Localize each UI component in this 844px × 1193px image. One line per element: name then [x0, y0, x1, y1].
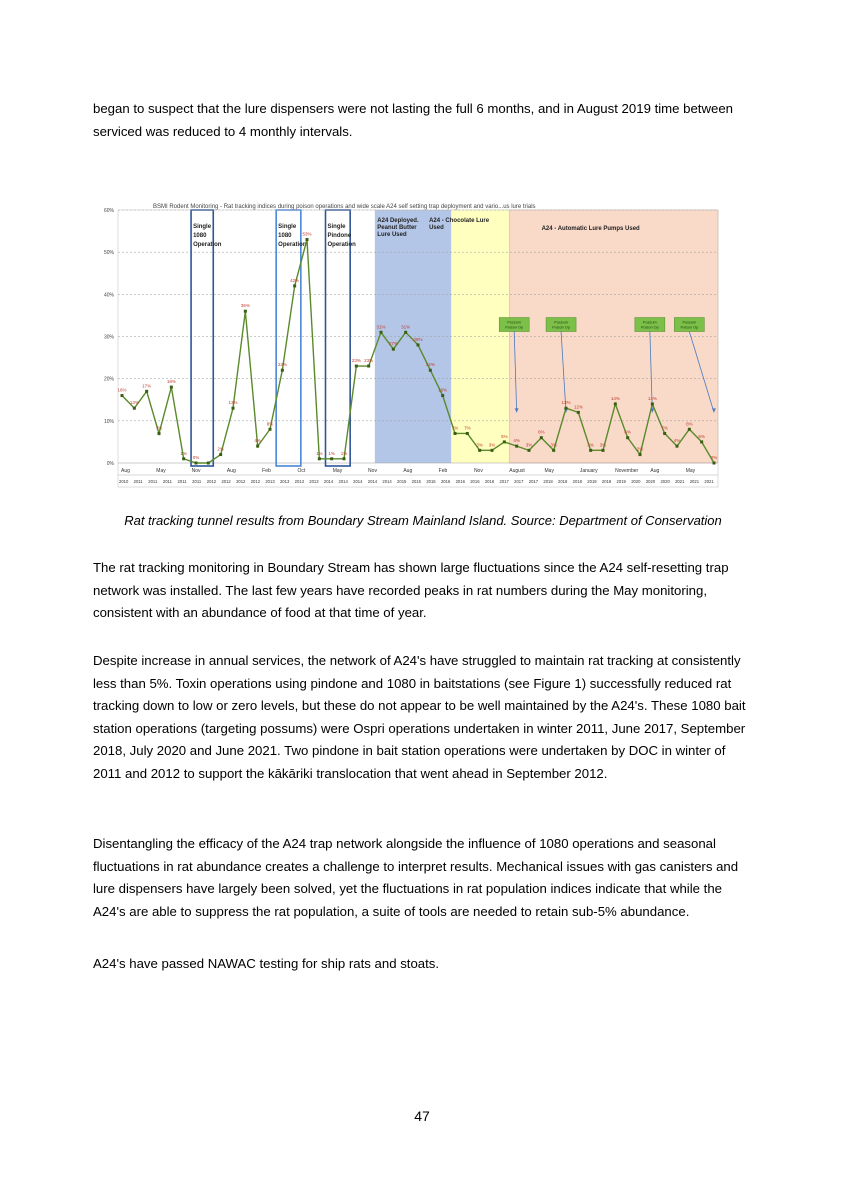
data-point — [577, 411, 580, 414]
data-point — [503, 440, 506, 443]
data-point — [688, 428, 691, 431]
x-year-label: 2013 — [309, 479, 319, 484]
operation-box-label: Single — [327, 224, 346, 230]
x-month-label: Aug — [403, 468, 413, 474]
data-label: 13% — [129, 400, 139, 406]
figure-caption: Rat tracking tunnel results from Boundary Stream Mainland Island. Source: Department of Conservation — [124, 513, 722, 528]
data-point — [515, 445, 518, 448]
data-label: 13% — [561, 400, 571, 406]
x-month-label: May — [156, 468, 166, 474]
data-label: 3% — [599, 442, 607, 448]
x-year-label: 2013 — [265, 479, 275, 484]
data-point — [306, 238, 309, 241]
paragraph-1: The rat tracking monitoring in Boundary Stream has shown large fluctuations since the A24 self-resetting trap network was installed. The last few years have recorded peaks in rat numbers during the May monitoring, consistent with an abundance of food at that time of year. — [93, 560, 729, 620]
operation-box-label: Single — [193, 224, 212, 230]
region-label: Lure Used — [377, 232, 407, 238]
data-point — [232, 407, 235, 410]
data-point — [133, 407, 136, 410]
possum-op-label: Poison Op — [505, 325, 524, 330]
data-label: 7% — [451, 425, 459, 431]
data-point — [429, 369, 432, 372]
x-year-label: 2014 — [382, 479, 392, 484]
data-label: 0% — [710, 455, 718, 460]
paragraph-3: Disentangling the efficacy of the A24 trap network alongside the influence of 1080 operations and seasonal fluctuations in rat abundance creates a challenge to interpret results. Mechanical issues with gas canisters and lure dispensers have largely been solved, yet the fluctuations in rat population indices indicate that while the A24's are able to suppress the rat population, a suite of tools are needed to retain sub-5% abundance. — [93, 836, 739, 919]
x-year-label: 2016 — [440, 479, 451, 484]
data-point — [269, 428, 272, 431]
x-year-label: 2012 — [236, 479, 246, 484]
x-year-label: 2020 — [660, 479, 670, 484]
page-number: 47 — [414, 1108, 430, 1124]
operation-box-label: Operation — [193, 242, 222, 248]
data-label: 5% — [501, 433, 508, 439]
x-year-label: 2012 — [221, 479, 231, 484]
data-point — [441, 394, 444, 397]
operation-box-label: Pindone — [327, 233, 352, 239]
y-tick-label: 0% — [106, 461, 114, 467]
x-year-label: 2017 — [514, 479, 524, 484]
data-point — [713, 462, 716, 465]
y-tick-label: 40% — [103, 292, 114, 299]
operation-box-label: Operation — [278, 242, 307, 248]
x-year-label: 2014 — [367, 479, 378, 484]
data-point — [626, 436, 629, 439]
data-point — [195, 462, 198, 465]
data-label: 31% — [376, 324, 386, 330]
possum-op-label: Possum — [682, 320, 697, 325]
data-label: 1% — [316, 450, 323, 456]
data-point — [700, 440, 703, 443]
region-label: A24 Deployed. — [377, 218, 419, 224]
x-year-label: 2011 — [192, 479, 202, 484]
data-point — [244, 310, 247, 313]
region-label: A24 - Chocolate Lure — [429, 218, 490, 224]
operation-box-label: Operation — [327, 242, 356, 248]
data-point — [207, 462, 210, 465]
data-point — [676, 445, 679, 448]
region-label: Used — [429, 225, 444, 231]
data-point — [417, 343, 420, 346]
data-label: 36% — [240, 303, 250, 309]
x-year-label: 2014 — [353, 479, 363, 484]
data-point — [293, 284, 296, 287]
data-point — [380, 331, 383, 334]
intro-paragraph: began to suspect that the lure dispensers were not lasting the full 6 months, and in August 2019 time between serviced was reduced to 4 monthly intervals. — [93, 101, 733, 139]
x-year-label: 2018 — [558, 479, 568, 484]
x-month-label: Feb — [438, 468, 448, 474]
x-month-label: Oct — [297, 468, 306, 474]
data-label: 7% — [661, 425, 668, 431]
data-label: 8% — [266, 421, 274, 427]
data-label: 28% — [413, 336, 423, 342]
data-label: 4% — [254, 438, 261, 444]
y-tick-label: 60% — [103, 208, 114, 214]
data-label: 7% — [464, 425, 471, 431]
x-year-label: 2011 — [177, 479, 187, 484]
data-point — [281, 369, 284, 372]
x-year-label: 2016 — [484, 479, 495, 484]
region-label: A24 - Automatic Lure Pumps Used — [541, 226, 640, 232]
data-label: 6% — [624, 429, 631, 435]
data-point — [343, 457, 346, 460]
possum-op-label: Possum — [507, 320, 522, 325]
data-label: 53% — [302, 231, 312, 237]
data-label: 7% — [155, 425, 163, 431]
x-month-label: Feb — [262, 468, 271, 474]
x-month-label: August — [509, 468, 525, 474]
data-label: 3% — [476, 442, 483, 448]
data-point — [552, 449, 555, 452]
x-year-label: 2015 — [397, 479, 407, 484]
x-year-label: 2017 — [499, 479, 509, 484]
x-year-label: 2016 — [455, 479, 465, 484]
data-point — [491, 449, 494, 452]
data-label: 14% — [647, 395, 657, 401]
data-label: 22% — [277, 362, 287, 368]
data-label: 13% — [228, 400, 238, 406]
data-label: 3% — [488, 442, 496, 448]
data-label: 1% — [340, 450, 348, 456]
x-month-label: Aug — [226, 468, 236, 474]
data-label: 31% — [401, 324, 411, 330]
data-point — [663, 432, 666, 435]
x-month-label: January — [579, 468, 598, 474]
x-month-label: May — [332, 468, 343, 474]
x-year-label: 2014 — [338, 479, 348, 484]
data-point — [528, 449, 531, 452]
x-year-label: 2011 — [148, 479, 158, 484]
x-month-label: Nov — [368, 468, 377, 474]
x-year-label: 2018 — [572, 479, 582, 484]
x-year-label: 2017 — [528, 479, 539, 484]
x-year-label: 2019 — [616, 479, 626, 484]
region-label: Peanut Butter — [377, 225, 417, 231]
chart-title: BSMI Rodent Monitoring - Rat tracking indices during poison operations and wide scale A24 self setting trap deployment and vario...us lure trials — [153, 204, 536, 210]
operation-box-label: 1080 — [278, 233, 292, 239]
x-month-label: Aug — [650, 468, 660, 474]
data-point — [454, 432, 457, 435]
x-year-label: 2012 — [250, 479, 261, 484]
x-year-label: 2016 — [470, 479, 480, 484]
possum-op-label: Poison Op — [640, 325, 659, 330]
data-label: 16% — [438, 387, 448, 393]
rat-tracking-chart — [93, 195, 723, 495]
data-point — [614, 402, 617, 405]
data-point — [404, 331, 407, 334]
data-label: 2% — [636, 446, 644, 452]
x-year-label: 2021 — [689, 479, 700, 484]
data-label: 4% — [513, 438, 520, 444]
x-year-label: 2018 — [543, 479, 553, 484]
data-point — [121, 394, 124, 397]
possum-op-label: Poison Op — [680, 325, 699, 330]
data-label: 12% — [573, 404, 583, 410]
data-point — [158, 432, 161, 435]
data-point — [318, 457, 321, 460]
data-label: 27% — [388, 341, 398, 347]
operation-box-label: Single — [278, 224, 297, 230]
possum-op-label: Possum — [554, 320, 568, 325]
data-label: 18% — [166, 379, 176, 385]
data-label: 2% — [217, 446, 224, 452]
possum-op-label: Poison Op — [552, 325, 570, 330]
data-label: 6% — [538, 429, 545, 435]
x-year-label: 2020 — [645, 479, 656, 484]
data-label: 17% — [142, 383, 152, 389]
data-point — [565, 407, 568, 410]
x-year-label: 2013 — [279, 479, 290, 484]
data-label: 1% — [180, 450, 187, 456]
data-label: 3% — [550, 442, 557, 448]
x-year-label: 2019 — [601, 479, 612, 484]
x-year-label: 2011 — [162, 479, 172, 484]
data-point — [355, 365, 358, 368]
data-label: 16% — [117, 387, 127, 393]
data-label: 42% — [290, 277, 300, 283]
data-point — [478, 449, 481, 452]
data-point — [540, 436, 543, 439]
data-point — [602, 449, 605, 452]
x-month-label: Nov — [473, 468, 483, 474]
data-point — [170, 386, 173, 389]
data-point — [651, 402, 654, 405]
data-point — [392, 348, 395, 351]
x-year-label: 2014 — [323, 479, 334, 484]
data-point — [330, 457, 333, 460]
data-label: 23% — [364, 358, 374, 364]
x-month-label: May — [544, 468, 554, 474]
data-point — [145, 390, 148, 393]
possum-op-label: Possum — [643, 320, 657, 325]
data-label: 3% — [587, 442, 594, 448]
data-label: 5% — [698, 433, 705, 439]
paragraph-2: Despite increase in annual services, the network of A24's have struggled to maintain rat tracking at consistently less than 5%. Toxin operations using pindone and 1080 in baitstations (see Figure 1) successfully reduced rat tracking down to low or zero levels, but these do not appear to be well maintained by the A24's. These 1080 bait station operations (targeting possums) were Ospri operations undertaken in winter 2011, June 2017, September 2018, July 2020 and June 2021. Two pindone in bait station operations were undertaken by DOC in winter of 2011 and 2012 to support the kākāriki translocation that went ahead in September 2012. — [93, 653, 746, 781]
data-label: 14% — [610, 395, 620, 401]
data-point — [182, 457, 185, 460]
x-year-label: 2015 — [411, 479, 422, 484]
x-month-label: November — [615, 468, 639, 474]
data-label: 8% — [686, 421, 693, 427]
x-month-label: Nov — [191, 468, 201, 474]
operation-box-label: 1080 — [193, 233, 207, 239]
data-label: 22% — [425, 362, 435, 368]
x-year-label: 2020 — [631, 479, 641, 484]
x-year-label: 2021 — [704, 479, 714, 484]
y-tick-label: 30% — [103, 334, 114, 341]
data-label: 23% — [351, 358, 361, 364]
data-label: 3% — [525, 442, 533, 448]
y-tick-label: 50% — [103, 250, 114, 257]
data-point — [589, 449, 592, 452]
x-year-label: 2019 — [587, 479, 597, 484]
paragraph-4: A24's have passed NAWAC testing for ship rats and stoats. — [93, 956, 440, 971]
data-label: 1% — [328, 450, 335, 456]
y-tick-label: 10% — [103, 418, 114, 425]
x-year-label: 2021 — [675, 479, 685, 484]
y-tick-label: 20% — [103, 376, 114, 383]
data-point — [639, 453, 642, 456]
data-point — [256, 445, 259, 448]
x-year-label: 2012 — [206, 479, 217, 484]
data-point — [367, 365, 370, 368]
data-label: 4% — [673, 438, 681, 444]
x-year-label: 2013 — [294, 479, 304, 484]
x-year-label: 2010 — [119, 479, 129, 484]
x-year-label: 2015 — [426, 479, 436, 484]
x-year-label: 2011 — [133, 479, 143, 484]
data-label: 0% — [192, 455, 200, 460]
data-point — [466, 432, 469, 435]
x-month-label: May — [685, 468, 696, 474]
x-month-label: Aug — [121, 468, 130, 474]
data-point — [219, 453, 222, 456]
